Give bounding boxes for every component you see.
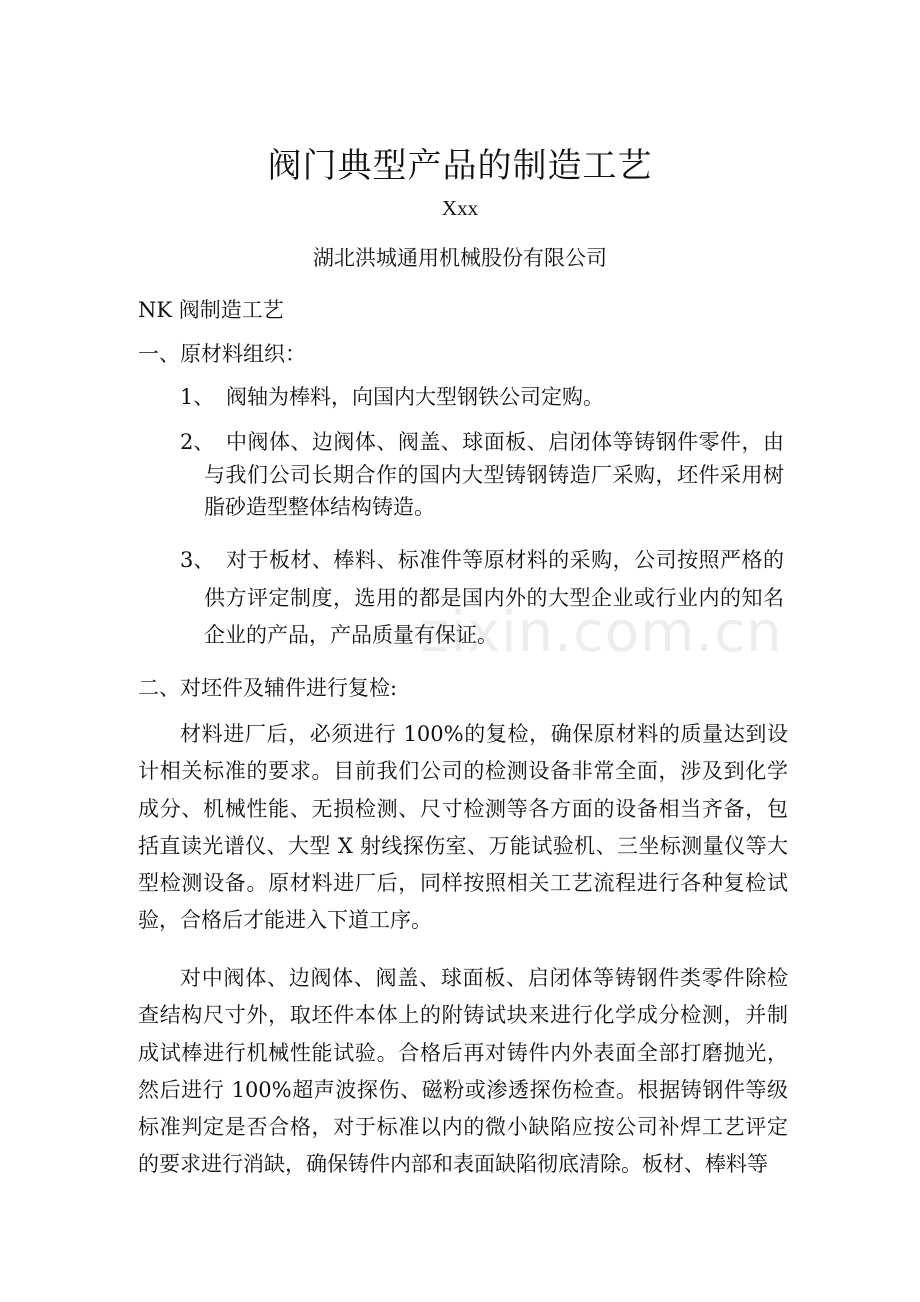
document-title: 阀门典型产品的制造工艺 [267, 146, 653, 186]
document-author: Xxx [441, 196, 479, 220]
watermark: zixin.com.cn [420, 600, 783, 665]
list-item-text: 对于板材、棒料、标准件等原材料的采购，公司按照严格的供方评定制度，选用的都是国内外的大型企业或行业内的知名企业的产品，产品质量有保证。 [204, 548, 784, 647]
list-item-number: 1、 [180, 385, 215, 409]
list-item-text: 阀轴为棒料，向国内大型钢铁公司定购。 [226, 385, 604, 409]
list-item-number: 2、 [180, 430, 215, 454]
section-nk-heading: NK 阀制造工艺 [138, 298, 284, 322]
section2-heading: 二、对坯件及辅件进行复检: [138, 676, 398, 700]
body-paragraph: 材料进厂后，必须进行 100%的复检，确保原材料的质量达到设计相关标准的要求。目前我们公司的检测设备非常全面，涉及到化学成分、机械性能、无损检测、尺寸检测等各方面的设备相当齐备，包括直读光谱仪、大型 X 射线探伤室、万能试验机、三坐标测量仪等大型检测设备。原材料进厂后，同样按照相关工艺流程进行各种复检试验，合格后才能进入下道工序。 [138, 722, 788, 933]
section1-heading: 一、原材料组织： [138, 342, 306, 366]
list-item-number: 3、 [180, 548, 215, 572]
company-name: 湖北洪城通用机械股份有限公司 [313, 246, 607, 270]
body-paragraph: 对中阀体、边阀体、阀盖、球面板、启闭体等铸钢件类零件除检查结构尺寸外，取坯件本体上的附铸试块来进行化学成分检测，并制成试棒进行机械性能试验。合格后再对铸件内外表面全部打磨抛光，然后进行 100%超声波探伤、磁粉或渗透探伤检查。根据铸钢件等级标准判定是否合格，对于标准以内的微小缺陷应按公司补焊工艺评定的要求进行消缺，确保铸件内部和表面缺陷彻底清除。板材、棒料等 [138, 966, 788, 1177]
list-item-text: 中阀体、边阀体、阀盖、球面板、启闭体等铸钢件零件，由与我们公司长期合作的国内大型铸钢铸造厂采购，坯件采用树脂砂造型整体结构铸造。 [204, 430, 784, 519]
